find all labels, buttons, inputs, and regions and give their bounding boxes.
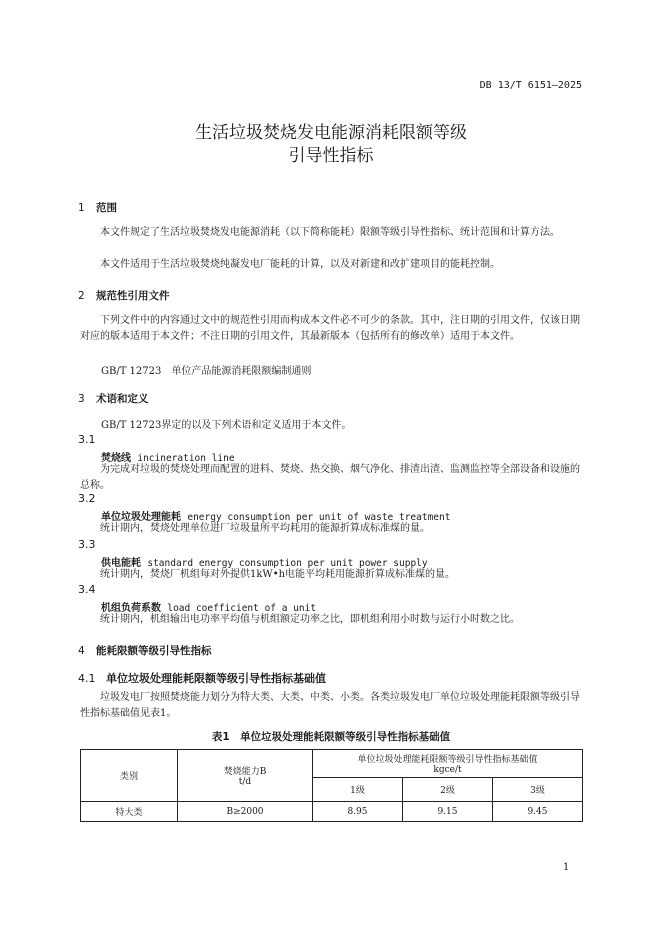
index-table [80,749,583,822]
term-definition: 统计期内，机组输出电功率平均值与机组额定功率之比，即机组利用小时数与运行小时数之比。 [100,614,520,625]
section-4-paragraph: 垃圾发电厂按照焚烧能力划分为特大类、大类、中类、小类。各类垃圾发电厂单位垃圾处理能耗限额等级引导性指标基础值见表1。 [80,692,580,719]
header-level-1: 1级 [313,778,403,802]
term-definition: 统计期内，焚烧厂机组每对外提供1kW•h电能平均耗用能源折算成标准煤的量。 [100,569,456,580]
cell-level-3: 9.45 [492,802,582,822]
section-2-paragraph: 下列文件中的内容通过文中的规范性引用而构成本文件必不可少的条款。其中，注日期的引用文件，仅该日期对应的版本适用于本文件；不注日期的引用文件，其最新版本（包括所有的修改单）适用于本文件。 [80,315,580,342]
section-3-heading: 3 术语和定义 [78,393,149,405]
section-1-paragraph-2: 本文件适用于生活垃圾焚烧纯凝发电厂能耗的计算，以及对新建和改扩建项目的能耗控制。 [100,259,500,270]
cell-capacity: B≥2000 [178,802,313,822]
term-heading: 焚烧线 incineration line [101,453,235,464]
term-definition: 统计期内，焚烧处理单位进厂垃圾量所平均耗用的能源折算成标准煤的量。 [100,523,430,534]
header-capacity: 焚烧能力B t/d [178,750,313,802]
header-level-3: 3级 [492,778,582,802]
term-heading: 机组负荷系数 load coefficient of a unit [101,603,317,614]
section-1-paragraph-1: 本文件规定了生活垃圾焚烧发电能源消耗（以下简称能耗）限额等级引导性指标、统计范围和计算方法。 [100,227,560,238]
table-caption: 表1 单位垃圾处理能耗限额等级引导性指标基础值 [211,731,451,743]
term-heading: 单位垃圾处理能耗 energy consumption per unit of waste treatment [101,512,451,523]
table-row [81,802,583,822]
term-number: 3.4 [78,583,96,596]
standard-code: DB 13/T 6151—2025 [479,80,582,91]
cell-category: 特大类 [81,802,178,822]
section-2-heading: 2 规范性引用文件 [78,290,170,302]
term-number: 3.2 [78,492,96,505]
section-1-heading: 1 范围 [78,202,117,214]
section-3-intro: GB/T 12723界定的以及下列术语和定义适用于本文件。 [101,420,352,431]
term-number: 3.3 [78,538,96,551]
section-4-heading: 4 能耗限额等级引导性指标 [78,645,212,657]
document-title: 生活垃圾焚烧发电能源消耗限额等级 [195,123,467,143]
cell-level-1: 8.95 [313,802,403,822]
header-index-group: 单位垃圾处理能耗限额等级引导性指标基础值 kgce/t [313,750,583,778]
normative-reference: GB/T 12723 单位产品能源消耗限额编制通则 [101,366,312,377]
term-definition: 为完成对垃圾的焚烧处理而配置的进料、焚烧、热交换、烟气净化、排渣出渣、监测监控等全部设备和设施的总称。 [80,464,580,491]
cell-level-2: 9.15 [402,802,492,822]
header-category: 类别 [81,750,178,802]
document-subtitle: 引导性指标 [288,146,374,166]
page-number: 1 [563,862,570,873]
term-heading: 供电能耗 standard energy consumption per unit power supply [101,558,428,569]
header-level-2: 2级 [402,778,492,802]
subsection-heading: 4.1 单位垃圾处理能耗限额等级引导性指标基础值 [78,672,326,685]
term-number: 3.1 [78,433,96,446]
